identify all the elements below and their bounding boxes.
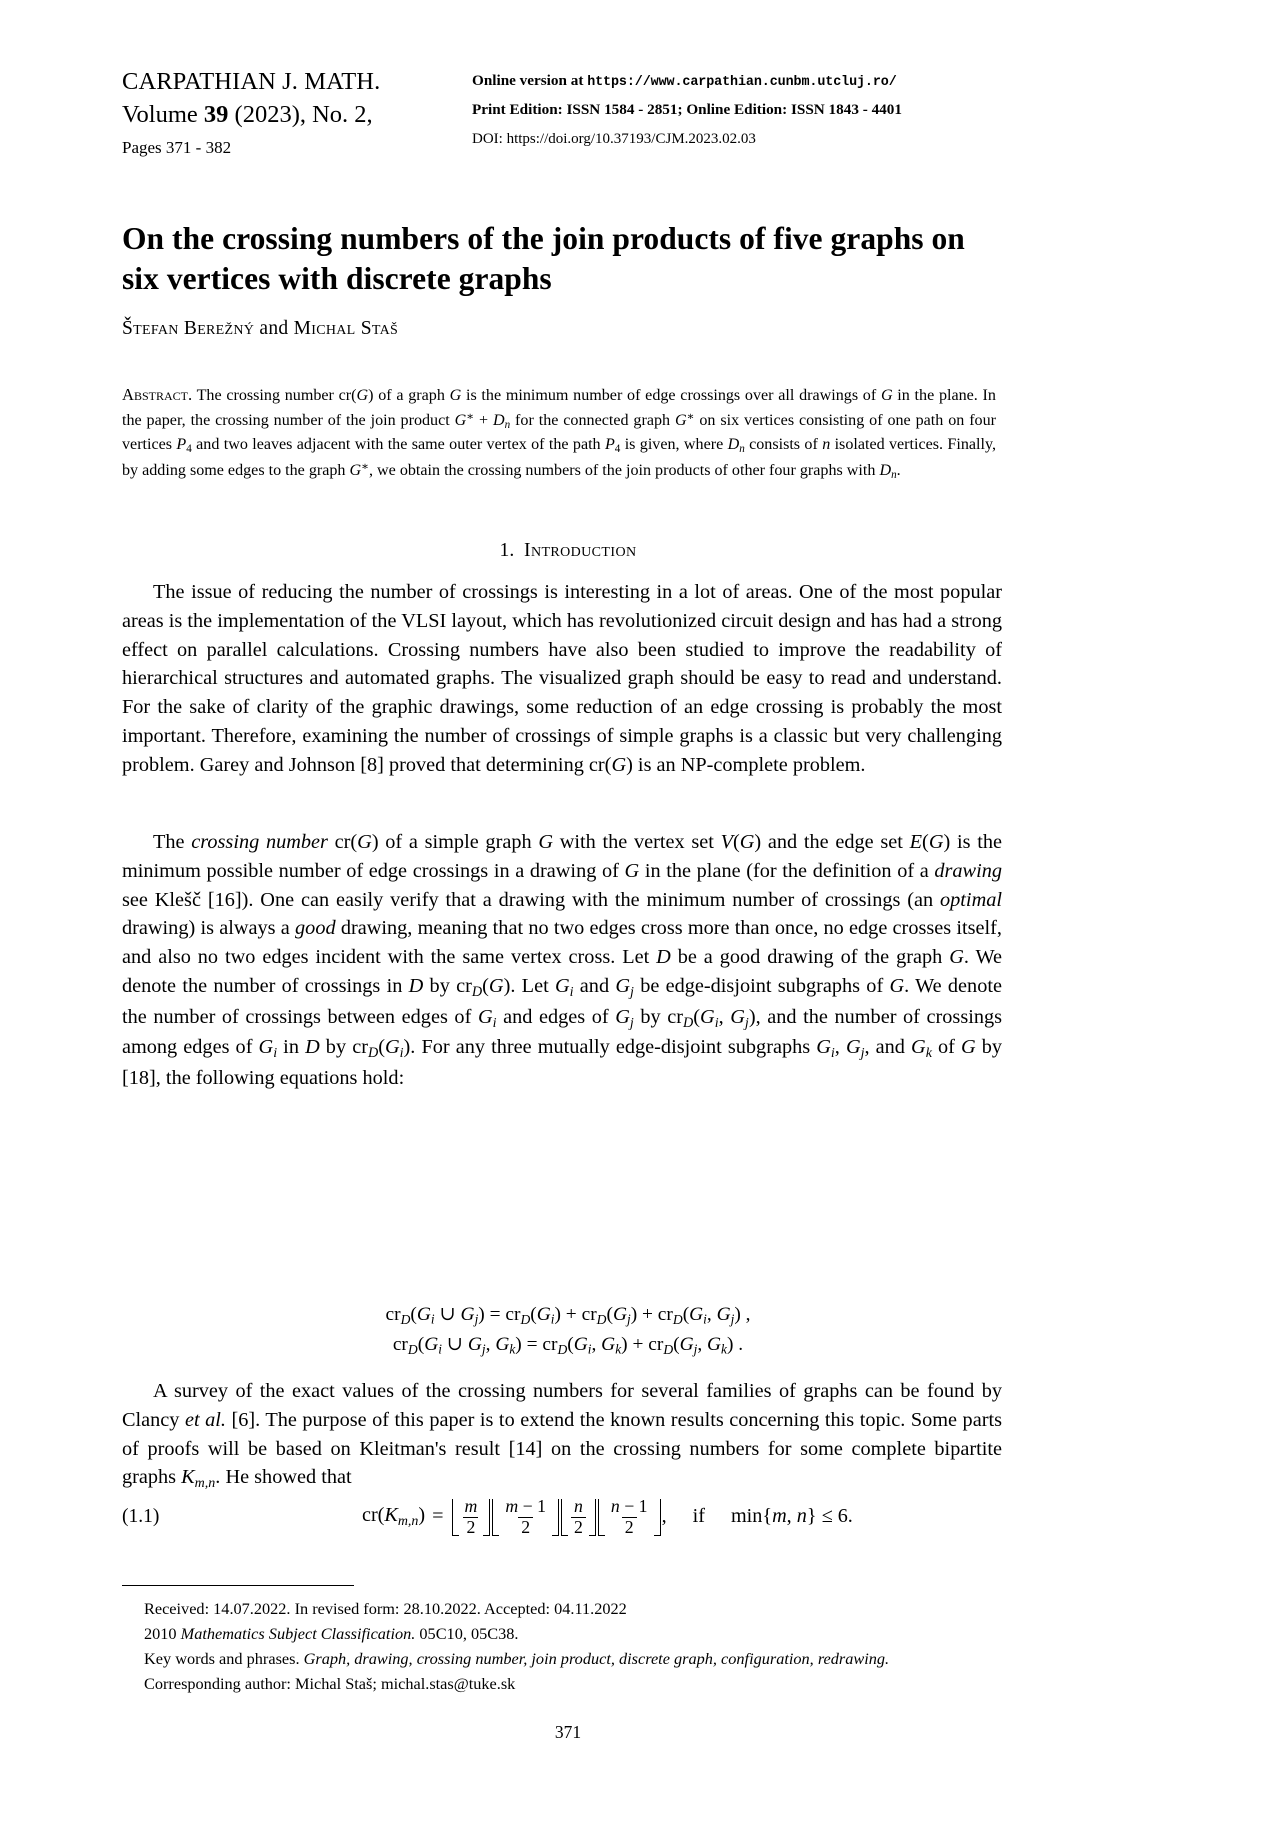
p2-math-g: G xyxy=(538,831,553,853)
abstract-t10: isolated vertices. Finally, by adding some edges to the graph xyxy=(122,436,996,479)
abstract-t12: . xyxy=(896,461,901,479)
abstract-t5: for the connected graph xyxy=(510,411,675,429)
p3-text-c: . He showed that xyxy=(215,1466,352,1489)
p2-math-eg: E(G) xyxy=(909,831,951,853)
p2-math-gi2: $G_i$ xyxy=(477,1005,497,1031)
p2-text-g: see Klešč [16]). One can easily verify that a drawing with the minimum number of crossings (an xyxy=(122,888,941,911)
abstract-math-gstar2: G∗ xyxy=(349,459,369,479)
equation-union-1: $crD(G_i$ ∪ $G_j) = crD(G_i) + crD(G_j) + crD(G_i$, $G_j$) , xyxy=(385,1304,751,1327)
abstract-math-cr: cr(G) xyxy=(338,387,374,404)
p2-text-f: in the plane (for the definition of a xyxy=(639,859,935,882)
msc-year: 2010 xyxy=(144,1623,181,1643)
p2-math-cr: cr(G) xyxy=(334,831,379,853)
p2-emph-good: good xyxy=(295,917,336,940)
abstract-math-p4: $P_4$ xyxy=(176,436,192,456)
p2-text-j: be a good drawing of the graph xyxy=(670,946,950,969)
floor-n-minus-1-over-2: $\frac{n - 1}{2}$ xyxy=(598,1497,661,1536)
abstract-math-g: G xyxy=(449,387,462,404)
journal-name: CARPATHIAN J. MATH. xyxy=(122,68,381,95)
p2-text-e: is the minimum possible number of edge crossings in a drawing of xyxy=(122,831,1002,882)
page-number: 371 xyxy=(554,1722,582,1742)
p2-text-q: and edges of xyxy=(496,1005,616,1028)
p2-text-m: . Let xyxy=(510,974,555,997)
volume-number: 39 xyxy=(203,100,229,128)
equation-union-2: $crD(G_i$ ∪ $G_j$, $G_k) = crD(G_i$, $G_k) + crD(G_j$, $G_k$) . xyxy=(392,1334,744,1358)
p2-text-d: and the edge set xyxy=(761,831,910,853)
eq11-lhs: $cr(K_{m,n})$ xyxy=(362,1503,426,1529)
author-first: Štefan Berežný xyxy=(122,318,255,339)
abstract-t1: The crossing number xyxy=(192,387,339,404)
eq11-if: if xyxy=(692,1505,705,1528)
p2-text-b: of a simple graph xyxy=(378,831,539,853)
p2-text-p: . We denote the number of crossings between edges of xyxy=(122,974,1002,1028)
abstract-t4: in the plane. In the paper, the crossing number of the join product xyxy=(122,387,996,429)
doi-label: DOI: xyxy=(472,131,507,148)
author-second: Michal Staš xyxy=(293,318,399,339)
doi-line xyxy=(472,131,1014,148)
p2-emph-optimal: optimal xyxy=(940,888,1002,911)
body-paragraph-1 xyxy=(122,578,1002,779)
page-title: On the crossing numbers of the join products of five graphs on six vertices with discrete graphs xyxy=(122,221,965,297)
p2-math-crd-g: crD(G) xyxy=(456,974,511,1000)
footnote-keywords xyxy=(144,1647,1004,1672)
p2-text-l: by xyxy=(423,974,457,997)
p2-math-g5: G xyxy=(960,1036,976,1059)
p3-text-b: [6]. The purpose of this paper is to extend the known results concerning this topic. Some parts of proofs will be based on Kleitman's result [14] on the crossing numbers for some complete bipartite graphs xyxy=(122,1408,1002,1489)
paper-page xyxy=(122,0,1014,1832)
abstract-math-g2: G xyxy=(880,387,893,404)
volume-prefix: Volume xyxy=(122,100,204,128)
p1-math-cr: cr(G) xyxy=(588,753,633,776)
footnote-msc xyxy=(144,1622,1004,1647)
masthead-right xyxy=(472,66,1014,148)
p2-math-gi3: $G_i$ xyxy=(258,1036,278,1062)
p2-math-g2: G xyxy=(624,859,640,882)
abstract-math-p4b: $P_4$ xyxy=(604,436,621,456)
abstract-t7: and two leaves adjacent with the same outer vertex of the path xyxy=(191,436,605,454)
p2-math-gj2: $G_j$ xyxy=(615,1005,634,1031)
msc-codes: 05C10, 05C38. xyxy=(415,1623,519,1643)
doi-url[interactable]: https://doi.org/10.37193/CJM.2023.02.03 xyxy=(506,131,756,148)
equation-number: (1.1) xyxy=(122,1505,160,1527)
section-number: 1. xyxy=(499,540,515,561)
p2-text-c: with the vertex set xyxy=(552,831,721,853)
p2-text-h: drawing) is always a xyxy=(122,917,296,940)
online-version-line xyxy=(472,73,1014,91)
abstract-t11: , we obtain the crossing numbers of the join products of other four graphs with xyxy=(369,461,880,479)
body-paragraph-3 xyxy=(122,1377,1002,1494)
eq11-comma: , xyxy=(661,1505,667,1528)
keywords-label: Key words and phrases. xyxy=(144,1648,304,1668)
abstract-label: Abstract. xyxy=(122,385,193,404)
abstract-math-dn: $D_n$ xyxy=(727,436,745,456)
abstract-t9: consists of xyxy=(744,436,823,454)
p2-math-crd-gi: $crD(G_i)$ xyxy=(352,1036,411,1062)
abstract-t8: is given, where xyxy=(620,436,728,454)
equation-1-1 xyxy=(122,1497,1014,1536)
msc-label: Mathematics Subject Classification. xyxy=(180,1623,416,1643)
p2-text-k: . We denote the number of crossings in xyxy=(122,946,1003,997)
p2-text-i: drawing, meaning that no two edges cross more than once, no edge crosses itself, and also no two edges incident with the same vertex cross. Let xyxy=(122,917,1002,969)
volume-line xyxy=(122,99,472,132)
paragraph-survey xyxy=(122,1377,1002,1494)
abstract-math-join: $G^∗ + D_n$ xyxy=(454,409,511,431)
p2-math-vg: V(G) xyxy=(720,831,762,853)
floor-m-minus-1-over-2: $\frac{m - 1}{2}$ xyxy=(492,1497,559,1536)
eq11-condition: min{m, n} ≤ 6. xyxy=(730,1505,853,1528)
section-heading-introduction xyxy=(122,540,1014,562)
p2-math-d2: D xyxy=(408,974,424,997)
abstract-math-n: n xyxy=(822,436,831,454)
p2-text-w: , xyxy=(834,1036,846,1059)
p2-math-g3: G xyxy=(949,946,964,969)
p2-text-x: , and xyxy=(864,1036,912,1059)
floor-n-over-2: $\frac{n}{2}$ xyxy=(561,1497,596,1536)
p2-text-z: by [18], the following equations hold: xyxy=(122,1036,1003,1090)
p2-emph-drawing: drawing xyxy=(934,859,1002,882)
p2-math-gi4: $G_i$ xyxy=(816,1036,835,1062)
p2-text-s: , and the number of crossings among edges of xyxy=(122,1005,1003,1059)
p2-text-y: of xyxy=(931,1036,961,1059)
p1-text-a: The issue of reducing the number of crossings is interesting in a lot of areas. One of the most popular areas is the implementation of the VLSI layout, which has revolutionized circuit design and has had a strong effect on parallel calculations. Crossing numbers have also been studied to improve the readability of hierarchical structures and automated graphs. The visualized graph should be easy to read and understand. For the sake of clarity of the graphic drawings, some reduction of an edge crossing is probably the most important. Therefore, examining the number of crossings of simple graphs is a classic but very challenging problem. Garey and Johnson [8] proved that determining xyxy=(122,581,1002,776)
abstract xyxy=(122,383,996,483)
body-paragraph-2 xyxy=(122,828,1002,1093)
authors-line xyxy=(122,318,398,340)
paragraph-intro xyxy=(122,578,1002,779)
p2-text-v: . For any three mutually edge-disjoint subgraphs xyxy=(410,1036,817,1059)
footnote-corresponding-author: Corresponding author: Michal Staš; michal.stas@tuke.sk xyxy=(144,1673,516,1693)
abstract-math-dn2: $D_n$ xyxy=(879,461,897,481)
p2-math-g4: G xyxy=(889,974,905,997)
display-equations xyxy=(122,1300,1014,1361)
p2-math-gj3: $G_j$ xyxy=(845,1036,865,1062)
equation-1-1-body: $cr(K_{m,n})$ = $\frac{m}{2}$ $\frac{m - 1}{2}$ $\frac{n}{2}$ $\frac{n - 1}{2}$ , if min{m, n} ≤ 6. xyxy=(362,1496,853,1537)
footnote-divider xyxy=(122,1585,354,1586)
keywords-list: Graph, drawing, crossing number, join product, discrete graph, configuration, redrawing. xyxy=(303,1648,890,1668)
masthead-left xyxy=(122,66,472,160)
pages-line: Pages 371 - 382 xyxy=(122,137,232,157)
p2-text-t: in xyxy=(277,1036,306,1059)
p2-text-o: be edge-disjoint subgraphs of xyxy=(633,974,890,997)
p2-text-n: and xyxy=(573,974,616,997)
volume-suffix: (2023), No. 2, xyxy=(228,100,373,128)
p2-math-d3: D xyxy=(305,1036,320,1059)
p2-emph-crossing-number: crossing number xyxy=(191,831,328,853)
abstract-t2: of a graph xyxy=(373,387,450,404)
p3-math-kmn: $K_{m,n}$ xyxy=(181,1466,216,1492)
p2-math-gi: $G_i$ xyxy=(554,974,574,1000)
p2-text-u: by xyxy=(319,1036,353,1059)
abstract-t6: on six vertices consisting of one path on four vertices xyxy=(122,411,997,454)
abstract-t3: is the minimum number of edge crossings over all drawings of xyxy=(461,387,881,404)
section-title: Introduction xyxy=(524,540,637,561)
p2-math-crd-gigj: $crD(G_i$, $G_j$) xyxy=(667,1005,756,1031)
p3-text-a: A survey of the exact values of the crossing numbers for several families of graphs can be found by Clancy xyxy=(122,1380,1002,1431)
abstract-math-gstar: G∗ xyxy=(674,409,695,429)
footnote-received: Received: 14.07.2022. In revised form: 28.10.2022. Accepted: 04.11.2022 xyxy=(144,1599,627,1618)
masthead xyxy=(122,66,1014,160)
floor-m-over-2: $\frac{m}{2}$ xyxy=(452,1497,491,1536)
p3-emph-etal: et al. xyxy=(184,1408,226,1431)
paragraph-definitions xyxy=(122,828,1002,1093)
footnotes xyxy=(144,1597,1004,1697)
authors-conjunction: and xyxy=(254,318,294,339)
issn-line: Print Edition: ISSN 1584 - 2851; Online Edition: ISSN 1843 - 4401 xyxy=(472,100,902,118)
p2-text-r: by xyxy=(633,1005,668,1028)
online-version-label: Online version at xyxy=(472,72,588,89)
p2-math-gj: $G_j$ xyxy=(615,974,634,1000)
p2-math-d: D xyxy=(656,946,671,969)
p2-math-gk: $G_k$ xyxy=(911,1036,932,1062)
p1-text-b: is an NP-complete problem. xyxy=(632,753,866,776)
p2-text-a: The xyxy=(153,831,192,853)
journal-url[interactable]: https://www.carpathian.cunbm.utcluj.ro/ xyxy=(587,75,897,90)
